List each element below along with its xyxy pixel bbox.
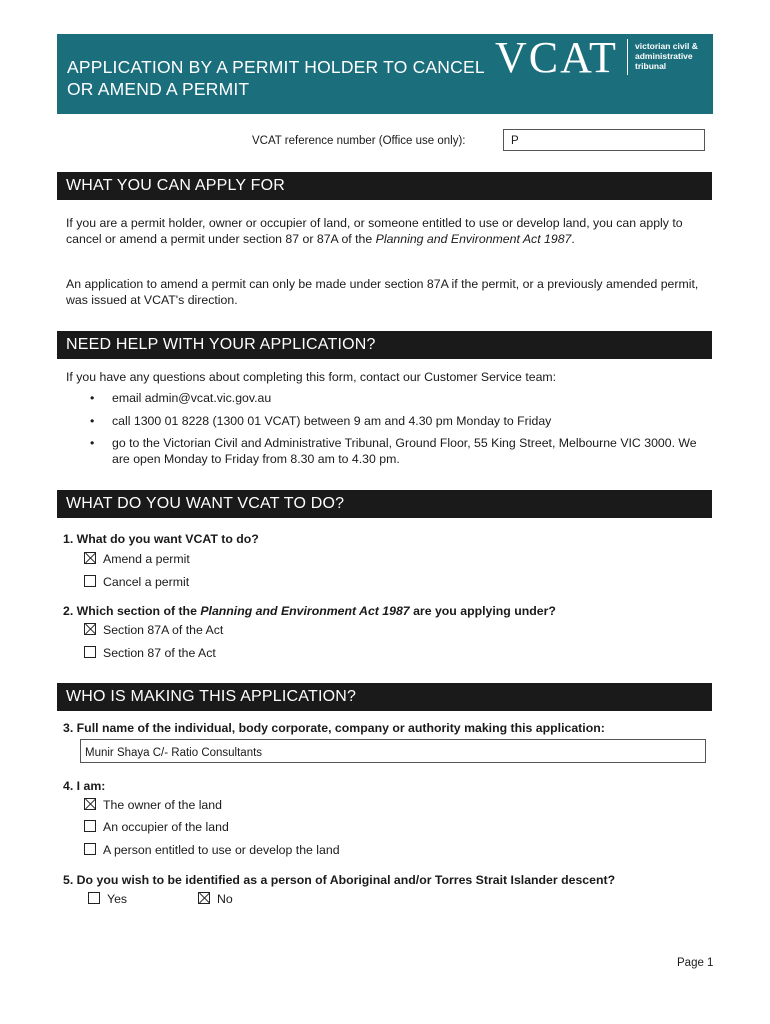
section-heading-want-vcat: WHAT DO YOU WANT VCAT TO DO?	[57, 490, 712, 518]
checkbox-empty-icon[interactable]	[84, 575, 96, 587]
reference-label: VCAT reference number (Office use only):	[252, 135, 466, 147]
help-phone-text: call 1300 01 8228 (1300 01 VCAT) between 9 am and 4.30 pm Monday to Friday	[112, 413, 552, 428]
applicant-name-field[interactable]: Munir Shaya C/- Ratio Consultants	[80, 739, 706, 763]
act-name-italic: Planning and Environment Act 1987	[375, 232, 572, 246]
logo-divider	[627, 39, 628, 75]
help-contact-list	[66, 390, 711, 474]
option-label: The owner of the land	[103, 798, 222, 812]
help-intro: If you have any questions about completing this form, contact our Customer Service team:	[66, 370, 557, 384]
help-email-text: email admin@vcat.vic.gov.au	[112, 391, 272, 405]
checkbox-empty-icon[interactable]	[84, 843, 96, 855]
checkbox-empty-icon[interactable]	[88, 892, 100, 904]
question-3-label: 3. Full name of the individual, body corporate, company or authority making this application:	[63, 721, 605, 735]
question-2-label	[63, 604, 556, 618]
option-label: Section 87 of the Act	[103, 646, 216, 660]
vcat-logo: VCAT	[495, 33, 618, 82]
form-header	[57, 34, 713, 114]
q2-act-italic: Planning and Environment Act 1987	[200, 604, 410, 618]
q2-label-end: are you applying under?	[409, 604, 556, 618]
checkbox-checked-icon[interactable]	[198, 892, 210, 904]
q2-label-start: 2. Which section of the	[63, 604, 201, 618]
option-label: No	[217, 892, 233, 906]
checkbox-empty-icon[interactable]	[84, 820, 96, 832]
bullet-icon: •	[90, 436, 95, 450]
option-label: Amend a permit	[103, 552, 190, 566]
apply-for-p1-text: If you are a permit holder, owner or occupier of land, or someone entitled to use or develop land, you can apply to cancel or amend a permit under section 87 or 87A of the	[66, 216, 683, 246]
reference-number-field[interactable]: P	[503, 129, 705, 151]
logo-subtitle	[635, 41, 698, 71]
list-item	[66, 435, 711, 467]
section-heading-need-help: NEED HELP WITH YOUR APPLICATION?	[57, 331, 712, 359]
apply-for-p1-end: .	[571, 232, 575, 246]
bullet-icon: •	[90, 391, 95, 405]
section-heading-apply-for: WHAT YOU CAN APPLY FOR	[57, 172, 712, 200]
checkbox-empty-icon[interactable]	[84, 646, 96, 658]
question-5-label: 5. Do you wish to be identified as a person of Aboriginal and/or Torres Strait Islander descent?	[63, 873, 616, 887]
page-number: Page 1	[677, 957, 714, 969]
form-title: APPLICATION BY A PERMIT HOLDER TO CANCEL OR AMEND A PERMIT	[67, 57, 485, 99]
logo-subtitle-line-1: victorian civil &	[635, 41, 698, 51]
question-1-label: 1. What do you want VCAT to do?	[63, 532, 259, 546]
help-visit-text: go to the Victorian Civil and Administrative Tribunal, Ground Floor, 55 King Street, Melbourne VIC 3000. We are open Monday to Friday from 8.30 am to 4.30 pm.	[112, 436, 697, 466]
checkbox-checked-icon[interactable]	[84, 798, 96, 810]
reference-row	[0, 129, 770, 153]
apply-for-paragraph-2: An application to amend a permit can only be made under section 87A if the permit, or a previously amended permit, was issued at VCAT's direction.	[66, 277, 699, 307]
list-item	[66, 413, 711, 429]
checkbox-checked-icon[interactable]	[84, 623, 96, 635]
question-4-label: 4. I am:	[63, 779, 106, 793]
logo-subtitle-line-3: tribunal	[635, 61, 667, 71]
option-label: Cancel a permit	[103, 575, 190, 589]
checkbox-checked-icon[interactable]	[84, 552, 96, 564]
section-heading-who-making: WHO IS MAKING THIS APPLICATION?	[57, 683, 712, 711]
option-label: Section 87A of the Act	[103, 623, 224, 637]
apply-for-paragraph-1	[66, 215, 706, 247]
option-label: An occupier of the land	[103, 820, 229, 834]
option-label: A person entitled to use or develop the land	[103, 843, 340, 857]
bullet-icon: •	[90, 413, 95, 428]
logo-subtitle-line-2: administrative	[635, 51, 693, 61]
option-label: Yes	[107, 892, 128, 906]
list-item	[66, 390, 711, 406]
